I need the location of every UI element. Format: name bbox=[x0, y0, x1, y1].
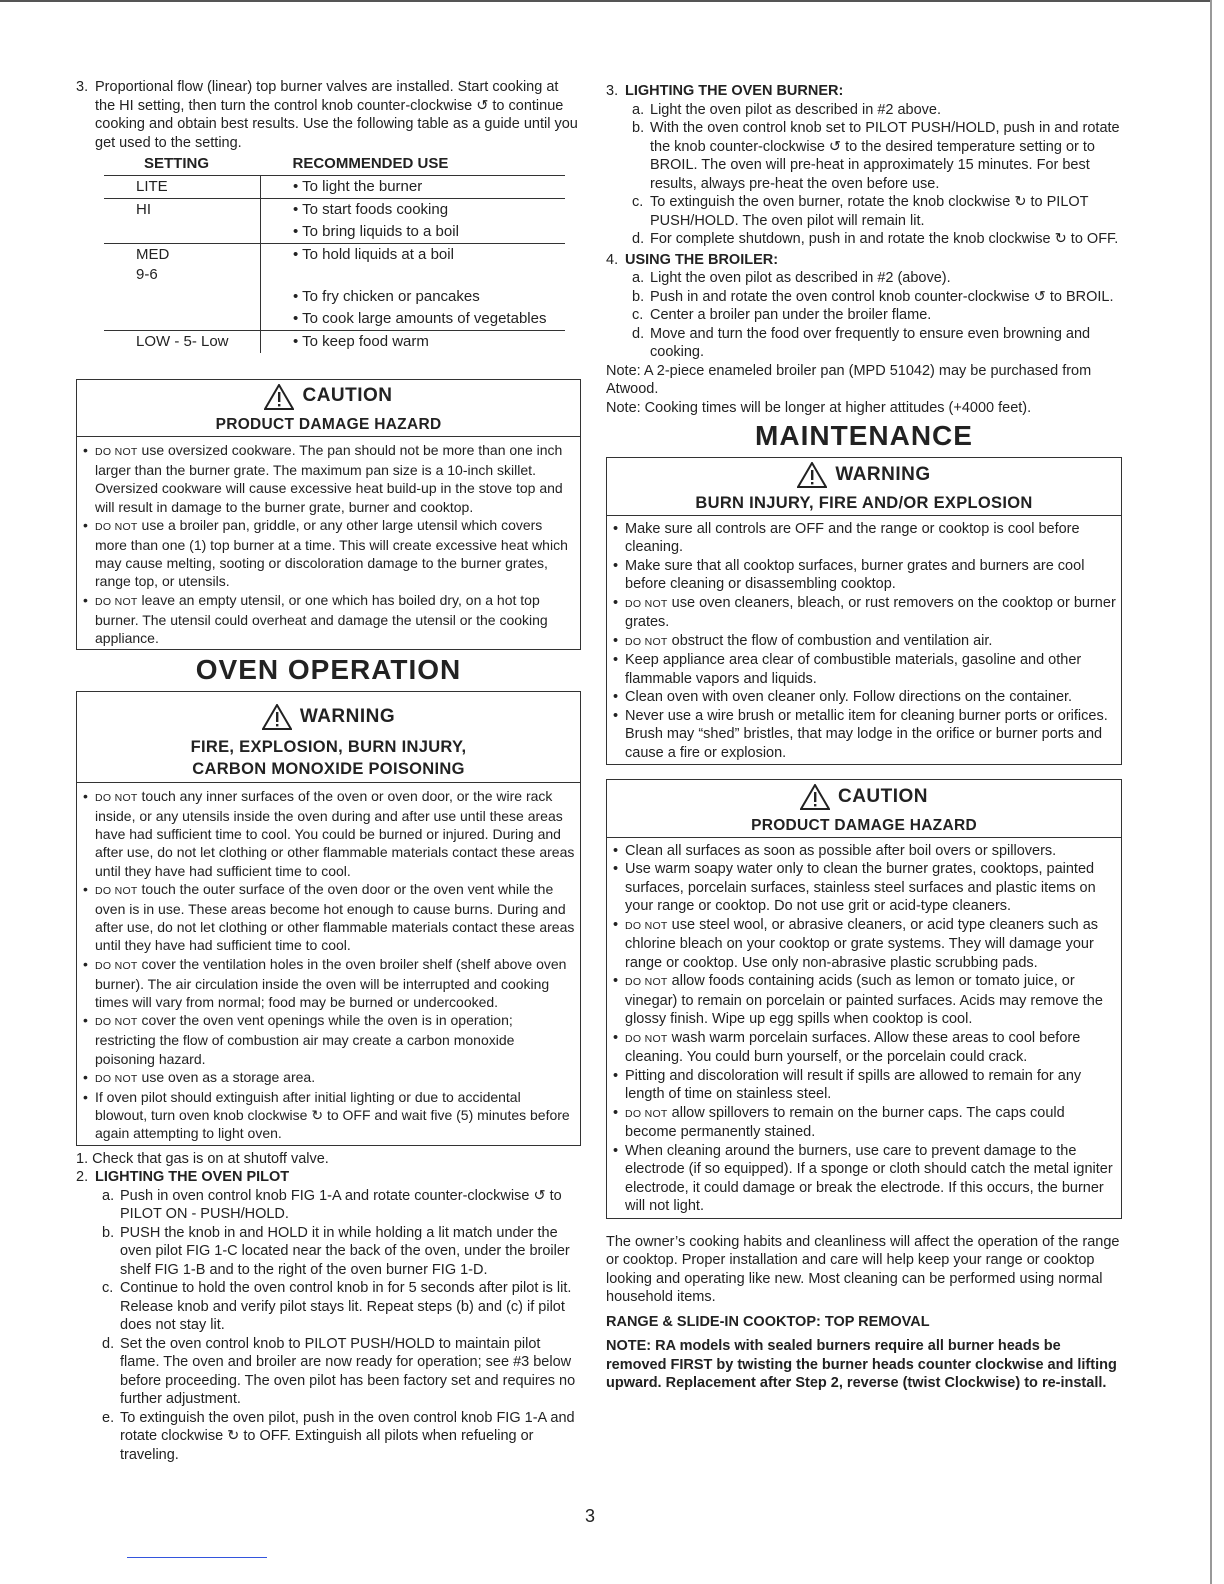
substep-letter: b. bbox=[102, 1224, 115, 1241]
substep-item bbox=[606, 230, 1122, 249]
maintenance-title: MAINTENANCE bbox=[755, 420, 973, 451]
bullet-text: use oven cleaners, bleach, or rust removers on the cooktop or burner grates. bbox=[625, 594, 1116, 630]
substep-letter: a. bbox=[102, 1187, 115, 1204]
table-row bbox=[104, 286, 565, 308]
bullet-text: cover the ventilation holes in the oven broiler shelf (shelf above oven burner). The air circulation inside the oven will be interrupted and cooking times will vary from normal; food may be burned or undercooked. bbox=[95, 955, 567, 1010]
do-not-label: DO NOT bbox=[625, 1107, 668, 1120]
warning-triangle-icon bbox=[797, 462, 827, 488]
do-not-label: DO NOT bbox=[95, 595, 138, 608]
table-row bbox=[104, 330, 565, 353]
step-text: Proportional flow (linear) top burner valves are installed. Start cooking at the HI setting, then turn the control knob counter-clockwise ↺ to continue cooking and obtain best results. Use the following table as a guide until you get used to the setting. bbox=[95, 79, 578, 151]
right-edge-rule bbox=[1210, 0, 1212, 1584]
bullet-text: use a broiler pan, griddle, or any other large utensil which covers more than one (1) top burner at a time. This will create excessive heat which may cause melting, sooting or discoloration damage to the burner grates, range top, or utensils. bbox=[95, 516, 568, 590]
note-2 bbox=[606, 399, 1122, 418]
bullet-text: use steel wool, or abrasive cleaners, or acid type cleaners such as chlorine bleach on your cooktop or grate systems. They will damage your range or cooktop. Use only non-abrasive plastic scrubbing pads. bbox=[625, 916, 1099, 971]
bullet-item bbox=[613, 916, 1117, 973]
step-4-title: USING THE BROILER: bbox=[625, 251, 779, 268]
do-not-label: DO NOT bbox=[625, 635, 668, 648]
bullet-item bbox=[613, 651, 1117, 688]
step-3-substeps bbox=[606, 101, 1122, 249]
setting-cell: LOW - 5- Low bbox=[104, 330, 261, 353]
step-number: 4. bbox=[606, 251, 619, 268]
top-removal-title: RANGE & SLIDE-IN COOKTOP: TOP REMOVAL bbox=[606, 1313, 930, 1330]
do-not-label: DO NOT bbox=[95, 1072, 138, 1085]
warning-box-burn-injury bbox=[606, 457, 1122, 765]
bullet-item bbox=[613, 860, 1117, 916]
settings-table bbox=[104, 154, 565, 353]
table-row bbox=[104, 221, 565, 244]
use-cell: • To start foods cooking bbox=[293, 200, 449, 218]
bullet-text: Never use a wire brush or metallic item for cleaning burner ports or orifices. Brush may “shed” bristles, that may lodge in the orifice or burner ports and cause a fire or explosion. bbox=[625, 707, 1108, 761]
bullet-item bbox=[83, 1011, 576, 1068]
do-not-label: DO NOT bbox=[95, 791, 138, 804]
setting-cell: LITE bbox=[104, 175, 261, 198]
bullet-text: cover the oven vent openings while the oven is in operation; restricting the flow of combustion air may create a carbon monoxide poisoning hazard. bbox=[95, 1012, 515, 1067]
substep-text: Center a broiler pan under the broiler flame. bbox=[650, 307, 932, 323]
caution-hazard-title: PRODUCT DAMAGE HAZARD bbox=[751, 816, 977, 834]
bullet-text: allow spillovers to remain on the burner caps. The caps could become permanently stained. bbox=[625, 1104, 1065, 1140]
substep-letter: a. bbox=[632, 101, 645, 118]
left-column bbox=[76, 78, 581, 1464]
step-2 bbox=[76, 1168, 581, 1187]
step-2-title: LIGHTING THE OVEN PILOT bbox=[95, 1169, 290, 1186]
bullet-item bbox=[83, 1088, 576, 1143]
setting-cell: HI bbox=[104, 198, 261, 221]
substep-text: Light the oven pilot as described in #2 above. bbox=[650, 101, 942, 118]
top-removal-note: NOTE: RA models with sealed burners require all burner heads be removed FIRST by twisting the burner heads counter clockwise and lifting upward. Replacement after Step 2, reverse (twist Clockwise) to re-install. bbox=[606, 1338, 1117, 1391]
bullet-text: use oven as a storage area. bbox=[137, 1068, 316, 1085]
settings-table-body bbox=[104, 175, 565, 353]
bullet-text: wash warm porcelain surfaces. Allow these areas to cool before cleaning. You could burn yourself, or the porcelain could crack. bbox=[625, 1029, 1081, 1065]
do-not-label: DO NOT bbox=[625, 919, 668, 932]
substep-letter: b. bbox=[632, 120, 645, 136]
caution-body bbox=[607, 838, 1121, 1218]
substep-text: Light the oven pilot as described in #2 (above). bbox=[650, 270, 951, 286]
use-cell: • To hold liquids at a boil bbox=[293, 245, 454, 263]
bullet-item bbox=[83, 591, 576, 648]
substep-item bbox=[606, 101, 1122, 120]
substep-item bbox=[76, 1187, 581, 1224]
substep-text: Push in oven control knob FIG 1-A and rotate counter-clockwise ↺ to PILOT ON - PUSH/HOLD. bbox=[120, 1187, 562, 1223]
substep-item bbox=[606, 306, 1122, 325]
bullet-text: Pitting and discoloration will result if spills are allowed to remain for any length of time on stainless steel. bbox=[625, 1067, 1082, 1102]
bullet-item bbox=[83, 516, 576, 591]
bullet-item bbox=[83, 787, 576, 880]
bullet-item bbox=[83, 955, 576, 1012]
do-not-label: DO NOT bbox=[625, 1032, 668, 1045]
oven-operation-title: OVEN OPERATION bbox=[195, 654, 462, 686]
substep-letter: c. bbox=[632, 307, 644, 323]
substep-text: With the oven control knob set to PILOT PUSH/HOLD, push in and rotate the knob counter-clockwise ↺ to the desired temperature setting or to BROIL. The oven will pre-heat in approximately 15 minutes. For best results, always pre-heat the oven before use. bbox=[650, 120, 1120, 192]
bullet-item bbox=[613, 707, 1117, 763]
owner-paragraph bbox=[606, 1233, 1122, 1307]
step-3 bbox=[606, 82, 1122, 101]
bullet-text: Clean all surfaces as soon as possible after boil overs or spillovers. bbox=[625, 842, 1057, 859]
warning-signal-word: WARNING bbox=[835, 463, 931, 485]
bullet-item bbox=[613, 842, 1117, 861]
bullet-text: touch any inner surfaces of the oven or oven door, or the wire rack inside, or any utensils inside the oven during and after use until these areas have had sufficient time to cool. You could be burned or injured. During and after use, do not let clothing or other flammable materials contact these areas until they have had sufficient time to cool. bbox=[95, 787, 575, 879]
substep-item bbox=[606, 269, 1122, 288]
do-not-label: DO NOT bbox=[625, 597, 668, 610]
caution-header bbox=[607, 780, 1121, 838]
substep-item bbox=[76, 1335, 581, 1409]
use-cell: • To light the burner bbox=[261, 175, 566, 198]
use-cell: • To cook large amounts of vegetables bbox=[261, 308, 566, 331]
step-1-text: 1. Check that gas is on at shutoff valve. bbox=[76, 1150, 329, 1167]
step-1 bbox=[76, 1150, 581, 1169]
bullet-item bbox=[83, 441, 576, 516]
substep-letter: c. bbox=[632, 194, 644, 210]
bullet-item bbox=[83, 1068, 576, 1088]
step-number: 3. bbox=[606, 83, 619, 99]
warning-signal bbox=[262, 704, 395, 730]
page-number: 3 bbox=[584, 1506, 595, 1526]
substep-letter: d. bbox=[632, 231, 645, 247]
caution-signal-word: CAUTION bbox=[302, 385, 393, 407]
warning-triangle-icon bbox=[262, 704, 292, 730]
bullet-text: obstruct the flow of combustion and ventilation air. bbox=[667, 632, 993, 649]
owner-paragraph-text: The owner’s cooking habits and cleanliness will affect the operation of the range or cooktop. Proper installation and care will help keep your range or cooktop looking and operating like new. Most cleaning can be performed using normal household items. bbox=[606, 1233, 1120, 1305]
warning-body bbox=[607, 516, 1121, 765]
substep-item bbox=[606, 288, 1122, 307]
note-2-text: Note: Cooking times will be longer at higher attitudes (+4000 feet). bbox=[606, 399, 1032, 416]
step-4 bbox=[606, 251, 1122, 270]
bullet-text: If oven pilot should extinguish after initial lighting or due to accidental blowout, turn oven knob clockwise ↻ to OFF and wait five (5) minutes before again attempting to light oven. bbox=[95, 1088, 570, 1142]
warning-header bbox=[77, 692, 580, 783]
warning-hazard-line-2: CARBON MONOXIDE POISONING bbox=[192, 759, 465, 778]
note-1 bbox=[606, 362, 1122, 399]
substep-letter: b. bbox=[632, 288, 645, 305]
do-not-label: DO NOT bbox=[625, 976, 668, 988]
bullet-item bbox=[613, 972, 1117, 1029]
step-number: 2. bbox=[76, 1169, 89, 1186]
substep-text: To extinguish the oven burner, rotate the knob clockwise ↻ to PILOT PUSH/HOLD. The oven pilot will remain lit. bbox=[650, 194, 1089, 229]
substep-text: Set the oven control knob to PILOT PUSH/HOLD to maintain pilot flame. The oven and broiler are now ready for operation; see #3 below before proceeding. The oven pilot has been factory set and requires no further adjustment. bbox=[120, 1335, 576, 1408]
bullet-text: Make sure that all cooktop surfaces, burner grates and burners are cool before cleaning or disassembling cooktop. bbox=[625, 557, 1085, 592]
bullet-text: allow foods containing acids (such as lemon or tomato juice, or vinegar) to remain on porcelain or painted surfaces. Acids may remove the glossy finish. Wipe up egg spills when cooktop is cool. bbox=[625, 973, 1103, 1027]
caution-box-product-damage bbox=[76, 379, 581, 651]
warning-header bbox=[607, 458, 1121, 516]
substep-letter: a. bbox=[632, 270, 645, 286]
bullet-text: When cleaning around the burners, use care to prevent damage to the electrode (if so equipped). If a sponge or cloth should catch the metal igniter electrode, it could damage or break the electrode. If this occurs, the burner will not light. bbox=[625, 1142, 1113, 1214]
caution-signal-word: CAUTION bbox=[837, 785, 929, 807]
bullet-item bbox=[613, 1029, 1117, 1067]
step-2-substeps bbox=[76, 1187, 581, 1465]
table-row bbox=[104, 243, 565, 286]
setting-cell bbox=[104, 308, 261, 331]
do-not-label: DO NOT bbox=[95, 1016, 138, 1029]
use-cell: • To fry chicken or pancakes bbox=[293, 287, 480, 305]
substep-item bbox=[606, 119, 1122, 193]
table-header-setting: SETTING bbox=[104, 154, 261, 175]
substep-item bbox=[606, 325, 1122, 362]
step-number: 3. bbox=[76, 79, 89, 95]
substep-item bbox=[606, 193, 1122, 230]
bullet-item bbox=[613, 520, 1117, 557]
caution-signal bbox=[800, 784, 928, 810]
warning-signal-word: WARNING bbox=[299, 705, 396, 727]
warning-body bbox=[77, 783, 580, 1145]
step-3-title: LIGHTING THE OVEN BURNER: bbox=[625, 83, 844, 99]
top-rule bbox=[0, 0, 1210, 2]
bullet-item bbox=[83, 880, 576, 955]
footer-link-underline bbox=[127, 1557, 267, 1558]
substep-text: Move and turn the food over frequently to ensure even browning and cooking. bbox=[650, 325, 1091, 360]
setting-cell bbox=[104, 286, 261, 308]
bullet-item bbox=[613, 594, 1117, 632]
note-1-text: Note: A 2-piece enameled broiler pan (MPD 51042) may be purchased from Atwood. bbox=[606, 362, 1092, 397]
step-3-proportional-flow bbox=[76, 78, 581, 152]
warning-signal bbox=[797, 462, 930, 488]
bullet-text: use oversized cookware. The pan should not be more than one inch larger than the burner grate. The maximum pan size is a 10-inch skillet. Oversized cookware will cause excessive heat build-up in the stove top and will result in damage to the burner grate, burner and cooktop. bbox=[95, 442, 563, 515]
caution-hazard-title: PRODUCT DAMAGE HAZARD bbox=[215, 416, 442, 433]
caution-box-cleaning bbox=[606, 779, 1122, 1219]
table-header-use: RECOMMENDED USE bbox=[261, 154, 566, 175]
substep-text: PUSH the knob in and HOLD it in while holding a lit match under the oven pilot FIG 1-C located near the back of the oven, under the broiler shelf FIG 1-B and to the right of the oven burner FIG 1-D. bbox=[120, 1224, 570, 1278]
warning-box-fire-explosion bbox=[76, 691, 581, 1145]
warning-triangle-icon bbox=[264, 384, 294, 410]
setting-cell: MED 9-6 bbox=[104, 243, 261, 286]
substep-letter: c. bbox=[102, 1280, 114, 1297]
bullet-item bbox=[613, 1104, 1117, 1142]
substep-text: Continue to hold the oven control knob in for 5 seconds after pilot is lit. Release knob and verify pilot stays lit. Repeat steps (b) and (c) if pilot does not stay lit. bbox=[120, 1280, 572, 1334]
do-not-label: DO NOT bbox=[95, 959, 138, 972]
substep-letter: e. bbox=[102, 1409, 115, 1426]
warning-triangle-icon bbox=[800, 784, 830, 810]
do-not-label: DO NOT bbox=[95, 446, 138, 458]
warning-hazard-title: BURN INJURY, FIRE AND/OR EXPLOSION bbox=[695, 493, 1033, 512]
bullet-item bbox=[613, 688, 1117, 707]
do-not-label: DO NOT bbox=[95, 884, 138, 897]
setting-cell bbox=[104, 221, 261, 244]
bullet-text: touch the outer surface of the oven door or the oven vent while the oven is in use. These areas become hot enough to cause burns. During and after use, do not let clothing or other flammable materials contact these areas until they have had sufficient time to cool. bbox=[95, 880, 575, 954]
bullet-item bbox=[613, 557, 1117, 594]
bullet-text: Keep appliance area clear of combustible materials, gasoline and other flammable vapors and liquids. bbox=[625, 652, 1082, 687]
use-cell: • To keep food warm bbox=[293, 332, 429, 350]
substep-text: To extinguish the oven pilot, push in the oven control knob FIG 1-A and rotate clockwise ↻ to OFF. Extinguish all pilots when refueling or traveling. bbox=[120, 1409, 575, 1463]
bullet-text: Use warm soapy water only to clean the burner grates, cooktops, painted surfaces, porcelain surfaces, stainless steel surfaces and plastic items on your range or cooktop. Do not use grit or acid-type cleaners. bbox=[625, 861, 1096, 914]
substep-item bbox=[76, 1224, 581, 1280]
substep-letter: d. bbox=[102, 1335, 115, 1352]
substep-text: For complete shutdown, push in and rotate the knob clockwise ↻ to OFF. bbox=[650, 231, 1119, 247]
right-column bbox=[606, 78, 1122, 1393]
bullet-item bbox=[613, 632, 1117, 652]
substep-item bbox=[76, 1279, 581, 1335]
warning-hazard-line-1: FIRE, EXPLOSION, BURN INJURY, bbox=[190, 737, 467, 756]
caution-body bbox=[77, 437, 580, 649]
table-row bbox=[104, 175, 565, 198]
caution-signal bbox=[264, 384, 392, 410]
table-row bbox=[104, 308, 565, 331]
bullet-text: Make sure all controls are OFF and the range or cooktop is cool before cleaning. bbox=[625, 520, 1080, 555]
substep-letter: d. bbox=[632, 325, 645, 342]
substep-item bbox=[76, 1409, 581, 1465]
step-4-substeps bbox=[606, 269, 1122, 362]
substep-text: Push in and rotate the oven control knob counter-clockwise ↺ to BROIL. bbox=[650, 288, 1114, 305]
table-row bbox=[104, 198, 565, 221]
bullet-text: Clean oven with oven cleaner only. Follow directions on the container. bbox=[625, 689, 1073, 705]
bullet-item bbox=[613, 1067, 1117, 1104]
caution-header bbox=[77, 380, 580, 438]
do-not-label: DO NOT bbox=[95, 520, 138, 533]
use-cell: • To bring liquids to a boil bbox=[261, 221, 566, 244]
bullet-item bbox=[613, 1142, 1117, 1216]
bullet-text: leave an empty utensil, or one which has boiled dry, on a hot top burner. The utensil could overheat and damage the utensil or the cooking appliance. bbox=[95, 591, 548, 647]
